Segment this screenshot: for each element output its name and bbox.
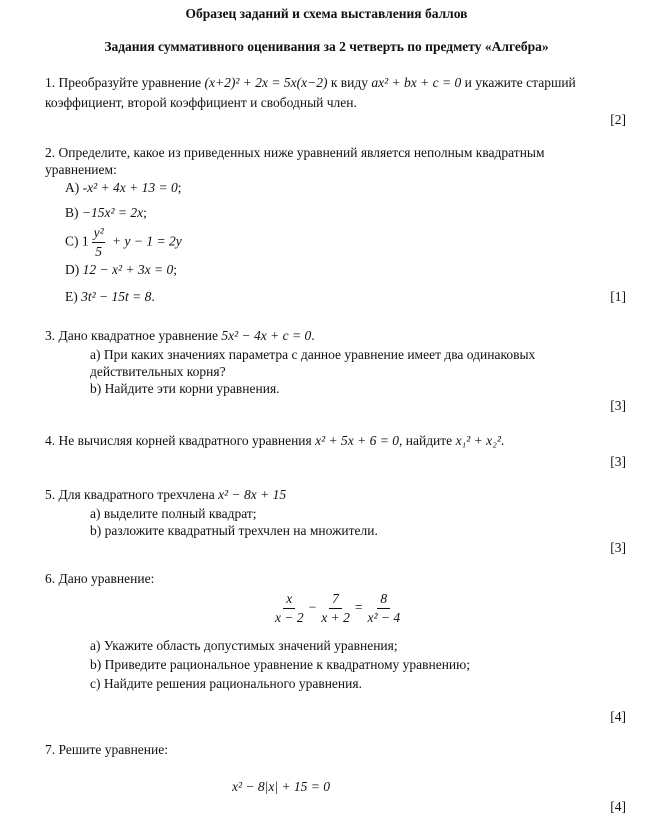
document-subtitle: Задания суммативного оценивания за 2 четверть по предмету «Алгебра» — [104, 39, 549, 54]
equation: 12 − x² + 3x = 0 — [82, 262, 174, 277]
text: и укажите старший — [461, 75, 576, 90]
text: ; — [173, 262, 178, 277]
equation: x² − 8x + 15 — [218, 487, 287, 502]
equation: -x² + 4x + 13 = 0 — [82, 180, 178, 195]
option-d — [65, 262, 177, 278]
option-label: D) — [65, 262, 80, 277]
task-6-score: [4] — [610, 709, 626, 724]
text: 1 — [81, 233, 89, 249]
task-3-score: [3] — [610, 398, 626, 413]
text: . — [500, 433, 505, 448]
option-e — [65, 289, 155, 305]
denominator: x² − 4 — [367, 610, 401, 625]
text: . — [311, 328, 315, 343]
task-5-a: а) выделите полный квадрат; — [90, 506, 257, 521]
numerator: y² — [93, 225, 104, 240]
denominator: x + 2 — [321, 610, 350, 625]
text: 3. Дано квадратное уравнение — [45, 328, 222, 343]
text: к виду — [327, 75, 372, 90]
task-3-a: a) При каких значениях параметра с данное уравнение имеет два одинаковых — [90, 347, 536, 362]
task-7-equation: x² − 8|x| + 15 = 0 — [232, 779, 331, 794]
task-6-b: b) Приведите рациональное уравнение к квадратному уравнению; — [90, 657, 470, 672]
option-a — [65, 180, 182, 196]
equation: (x+2)² + 2x = 5x(x−2) — [204, 75, 328, 90]
equation: 3t² − 15t = 8 — [81, 289, 152, 304]
option-label: B) — [65, 205, 79, 220]
option-b — [65, 205, 147, 221]
equation: x₁² + x₂² — [455, 433, 501, 448]
text: , найдите — [399, 433, 456, 448]
fraction — [364, 590, 403, 627]
task-5-b: b) разложите квадратный трехчлен на множители. — [90, 523, 378, 538]
document-title: Образец заданий и схема выставления баллов — [185, 6, 468, 21]
equation: + y − 1 = 2y — [112, 233, 182, 249]
denominator: x − 2 — [275, 610, 304, 625]
option-label: C) — [65, 233, 79, 249]
equation: 5x² − 4x + c = 0 — [221, 328, 312, 343]
task-7-score: [4] — [610, 799, 626, 814]
task-4-line — [45, 433, 504, 449]
option-label: A) — [65, 180, 80, 195]
text: ; — [177, 180, 182, 195]
numerator: 8 — [377, 590, 390, 609]
task-6-title: 6. Дано уравнение: — [45, 571, 155, 586]
text: 4. Не вычисляя корней квадратного уравнения — [45, 433, 316, 448]
equation: x² + 5x + 6 = 0 — [315, 433, 399, 448]
denominator: 5 — [92, 242, 105, 261]
fraction — [91, 224, 107, 261]
task-5-score: [3] — [610, 540, 626, 555]
task-4-score: [3] — [610, 454, 626, 469]
task-5-line — [45, 487, 286, 503]
task-2-line-2: уравнением: — [45, 162, 117, 177]
numerator: x — [283, 590, 295, 609]
text: 1. Преобразуйте уравнение — [45, 75, 205, 90]
text: ; — [143, 205, 147, 220]
text: 5. Для квадратного трехчлена — [45, 487, 219, 502]
numerator: 7 — [329, 590, 342, 609]
equation: −15x² = 2x — [81, 205, 144, 220]
task-7-title: 7. Решите уравнение: — [45, 742, 168, 757]
fraction — [272, 590, 307, 627]
task-1-score: [2] — [610, 112, 626, 127]
task-1-line-2: коэффициент, второй коэффициент и свободный член. — [45, 95, 357, 110]
task-3-line-1 — [45, 328, 315, 344]
task-1-line-1 — [45, 75, 576, 91]
option-label: E) — [65, 289, 78, 304]
text: . — [151, 289, 155, 304]
operator: = — [354, 599, 363, 615]
task-2-line-1: 2. Определите, какое из приведенных ниже уравнений является неполным квадратным — [45, 145, 545, 160]
task-3-a-cont: действительных корня? — [90, 364, 226, 379]
task-6-c: c) Найдите решения рационального уравнения. — [90, 676, 362, 691]
task-2-score: [1] — [610, 289, 626, 304]
equation: ax² + bx + c = 0 — [371, 75, 462, 90]
option-c — [65, 224, 182, 261]
task-6-equation — [270, 590, 405, 627]
operator: − — [308, 599, 317, 615]
fraction — [318, 590, 353, 627]
task-3-b: b) Найдите эти корни уравнения. — [90, 381, 280, 396]
task-6-a: a) Укажите область допустимых значений уравнения; — [90, 638, 398, 653]
